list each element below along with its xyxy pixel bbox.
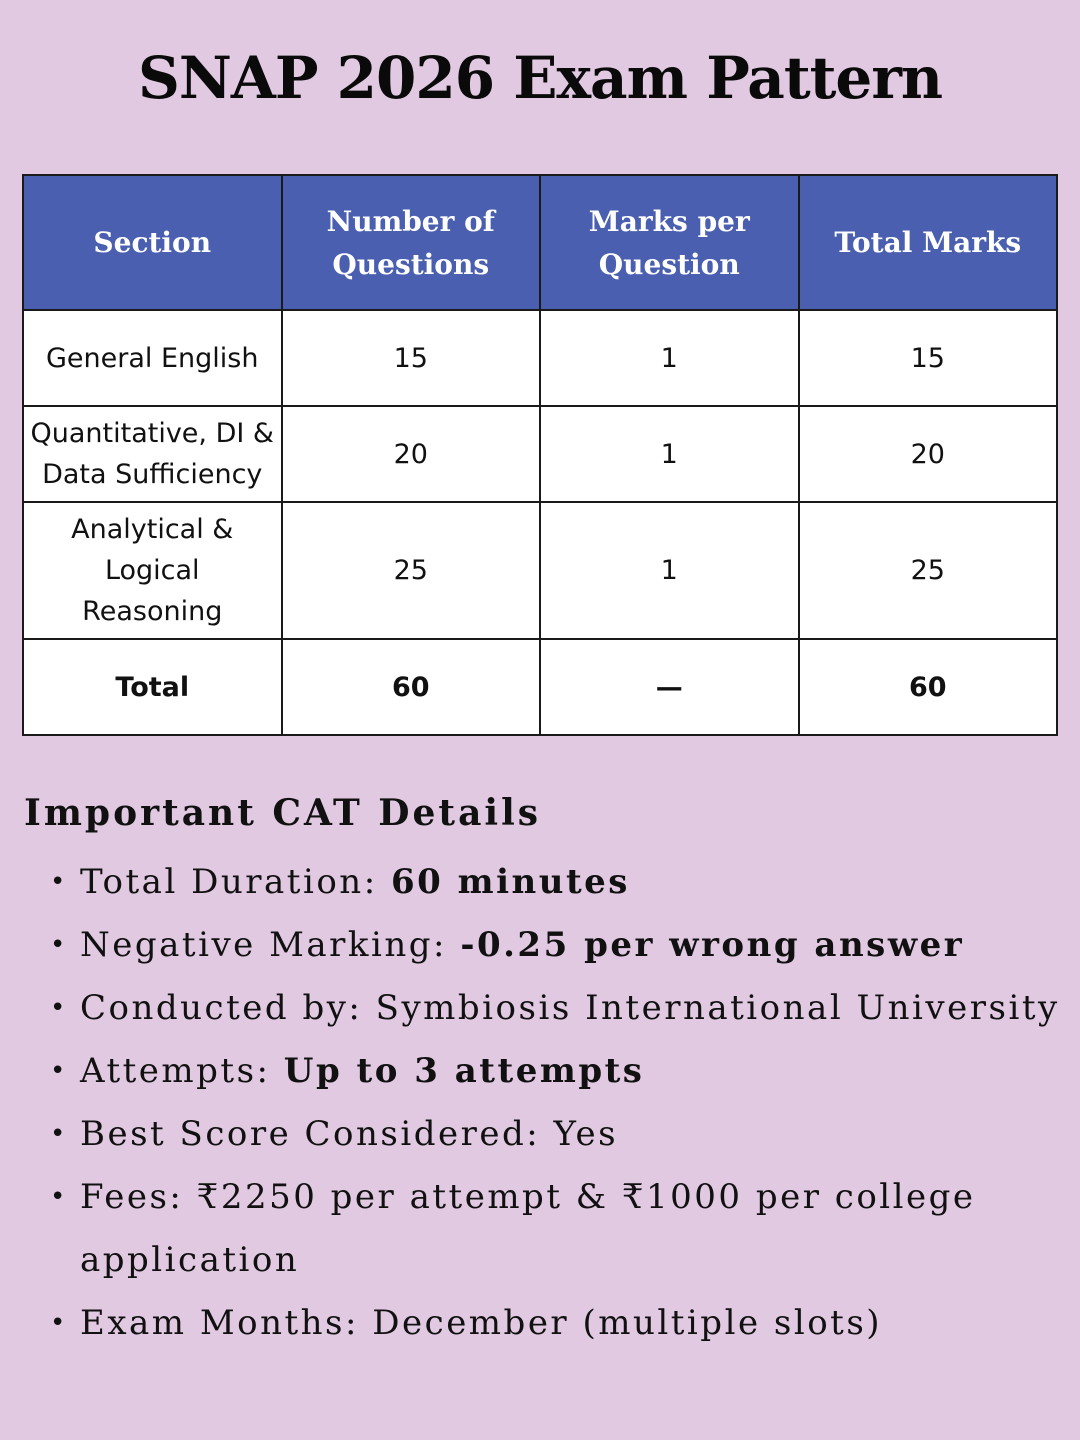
list-item	[50, 914, 1060, 977]
cell-total-marks: 15	[799, 310, 1058, 406]
cell-questions: 25	[282, 502, 541, 639]
cell-grand-total-marks: 60	[799, 639, 1058, 735]
cell-section: General English	[23, 310, 282, 406]
table-row	[23, 406, 1057, 502]
detail-label: Best Score Considered: Yes	[80, 1114, 619, 1154]
page-title: SNAP 2026 Exam Pattern	[137, 44, 943, 112]
list-item	[50, 1292, 1060, 1355]
details-heading: Important CAT Details	[24, 792, 542, 834]
table-row	[23, 310, 1057, 406]
cell-total-marks: 25	[799, 502, 1058, 639]
detail-label: Fees: ₹2250 per attempt & ₹1000 per college application	[80, 1177, 976, 1280]
exam-pattern-table	[22, 174, 1058, 736]
header-total-marks: Total Marks	[799, 175, 1058, 310]
header-section: Section	[23, 175, 282, 310]
detail-label: Attempts:	[80, 1051, 284, 1091]
list-item	[50, 1103, 1060, 1166]
cell-total-marks-per-question: —	[540, 639, 799, 735]
cell-marks-per-question: 1	[540, 406, 799, 502]
bullet-icon: •	[50, 930, 68, 960]
bullet-icon: •	[50, 1056, 68, 1086]
bullet-icon: •	[50, 1182, 68, 1212]
cell-questions: 20	[282, 406, 541, 502]
cell-total-marks: 20	[799, 406, 1058, 502]
cell-total-label: Total	[23, 639, 282, 735]
table-row	[23, 502, 1057, 639]
detail-value: Up to 3 attempts	[283, 1051, 645, 1091]
cell-questions: 15	[282, 310, 541, 406]
bullet-icon: •	[50, 1308, 68, 1338]
list-item	[50, 851, 1060, 914]
table-total-row	[23, 639, 1057, 735]
detail-value: 60 minutes	[390, 862, 630, 902]
list-item	[50, 1166, 1060, 1292]
bullet-icon: •	[50, 1119, 68, 1149]
cell-section: Analytical & Logical Reasoning	[23, 502, 282, 639]
cell-marks-per-question: 1	[540, 310, 799, 406]
list-item	[50, 977, 1060, 1040]
detail-label: Total Duration:	[80, 862, 391, 902]
cell-section: Quantitative, DI & Data Sufficiency	[23, 406, 282, 502]
detail-label: Negative Marking:	[80, 925, 461, 965]
table-header-row	[23, 175, 1057, 310]
cell-total-questions: 60	[282, 639, 541, 735]
header-number-of-questions: Number of Questions	[282, 175, 541, 310]
detail-value: -0.25 per wrong answer	[460, 925, 965, 965]
bullet-icon: •	[50, 867, 68, 897]
detail-label: Exam Months: December (multiple slots)	[80, 1303, 883, 1343]
bullet-icon: •	[50, 993, 68, 1023]
header-marks-per-question: Marks per Question	[540, 175, 799, 310]
detail-label: Conducted by: Symbiosis International University	[80, 988, 1060, 1028]
list-item	[50, 1040, 1060, 1103]
cell-marks-per-question: 1	[540, 502, 799, 639]
details-list	[50, 851, 1060, 1355]
